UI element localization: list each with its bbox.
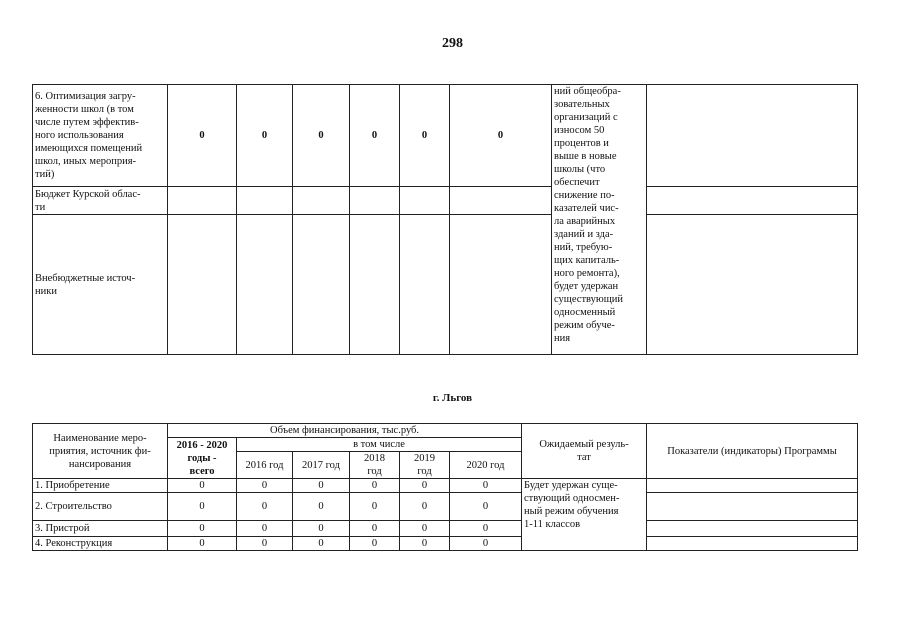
header-year: 2020 год — [450, 452, 522, 479]
value-cell — [168, 187, 237, 215]
row-label-kursk-budget: Бюджет Курской облас- ти — [33, 187, 168, 215]
value-cell — [168, 215, 237, 355]
value-cell: 0 — [168, 537, 237, 551]
value-cell: 0 — [450, 85, 552, 187]
value-cell: 0 — [293, 521, 350, 537]
continuation-table — [32, 84, 858, 355]
value-cell — [350, 215, 400, 355]
expected-result-cell: Будет удержан суще- ствующий односмен- ный режим обучения 1-11 классов — [522, 479, 647, 551]
indicator-cell — [647, 521, 858, 537]
row-label-optimization: 6. Оптимизация загру- женности школ (в том числе путем эффектив- ного использования имеющихся помещений школ, иных мероприя- тий) — [33, 85, 168, 187]
value-cell — [293, 215, 350, 355]
value-cell: 0 — [168, 479, 237, 493]
page-number: 298 — [442, 36, 463, 51]
value-cell: 0 — [293, 493, 350, 521]
value-cell: 0 — [350, 537, 400, 551]
value-cell: 0 — [400, 493, 450, 521]
header-year: 2017 год — [293, 452, 350, 479]
row-label-extrabudgetary: Внебюджетные источ- ники — [33, 215, 168, 355]
indicator-cell — [647, 215, 858, 355]
indicator-cell — [647, 537, 858, 551]
row-label: 4. Реконструкция — [33, 537, 168, 551]
value-cell: 0 — [168, 521, 237, 537]
lgov-funding-table — [32, 423, 858, 551]
expected-result-cell: ний общеобра- зовательных организаций с износом 50 процентов и выше в новые школы (что обеспечит снижение по- казателей чис- ла аварийных зданий и зда- ний, требую- щих капиталь- ного ремонта), будет удержан существующий односменный режим обуче- ния — [552, 85, 647, 355]
value-cell: 0 — [350, 493, 400, 521]
header-expected-result: Ожидаемый резуль- тат — [522, 424, 647, 479]
value-cell: 0 — [450, 479, 522, 493]
value-cell: 0 — [293, 537, 350, 551]
value-cell: 0 — [293, 479, 350, 493]
city-title: г. Льгов — [432, 392, 473, 404]
value-cell: 0 — [350, 85, 400, 187]
value-cell: 0 — [350, 521, 400, 537]
row-label: 2. Строительство — [33, 493, 168, 521]
header-total: 2016 - 2020 годы - всего — [168, 438, 237, 479]
value-cell: 0 — [237, 85, 293, 187]
value-cell: 0 — [450, 537, 522, 551]
header-name: Наименование меро- приятия, источник фи- нансирования — [33, 424, 168, 479]
value-cell: 0 — [237, 521, 293, 537]
value-cell: 0 — [400, 85, 450, 187]
value-cell — [293, 187, 350, 215]
header-funding: Объем финансирования, тыс.руб. — [168, 424, 522, 438]
value-cell — [237, 187, 293, 215]
indicator-cell — [647, 85, 858, 187]
value-cell: 0 — [168, 493, 237, 521]
indicator-cell — [647, 493, 858, 521]
indicator-cell — [647, 479, 858, 493]
value-cell: 0 — [450, 521, 522, 537]
value-cell: 0 — [400, 537, 450, 551]
header-year: 2018 год — [350, 452, 400, 479]
value-cell — [450, 215, 552, 355]
value-cell — [400, 187, 450, 215]
value-cell: 0 — [450, 493, 522, 521]
value-cell: 0 — [237, 537, 293, 551]
row-label: 3. Пристрой — [33, 521, 168, 537]
value-cell: 0 — [350, 479, 400, 493]
value-cell: 0 — [400, 479, 450, 493]
header-year: 2016 год — [237, 452, 293, 479]
value-cell: 0 — [293, 85, 350, 187]
value-cell — [350, 187, 400, 215]
header-year: 2019 год — [400, 452, 450, 479]
indicator-cell — [647, 187, 858, 215]
value-cell — [237, 215, 293, 355]
value-cell: 0 — [168, 85, 237, 187]
value-cell: 0 — [237, 479, 293, 493]
header-including: в том числе — [237, 438, 522, 452]
value-cell: 0 — [237, 493, 293, 521]
value-cell — [400, 215, 450, 355]
row-label: 1. Приобретение — [33, 479, 168, 493]
value-cell — [450, 187, 552, 215]
header-indicators: Показатели (индикаторы) Программы — [647, 424, 858, 479]
value-cell: 0 — [400, 521, 450, 537]
